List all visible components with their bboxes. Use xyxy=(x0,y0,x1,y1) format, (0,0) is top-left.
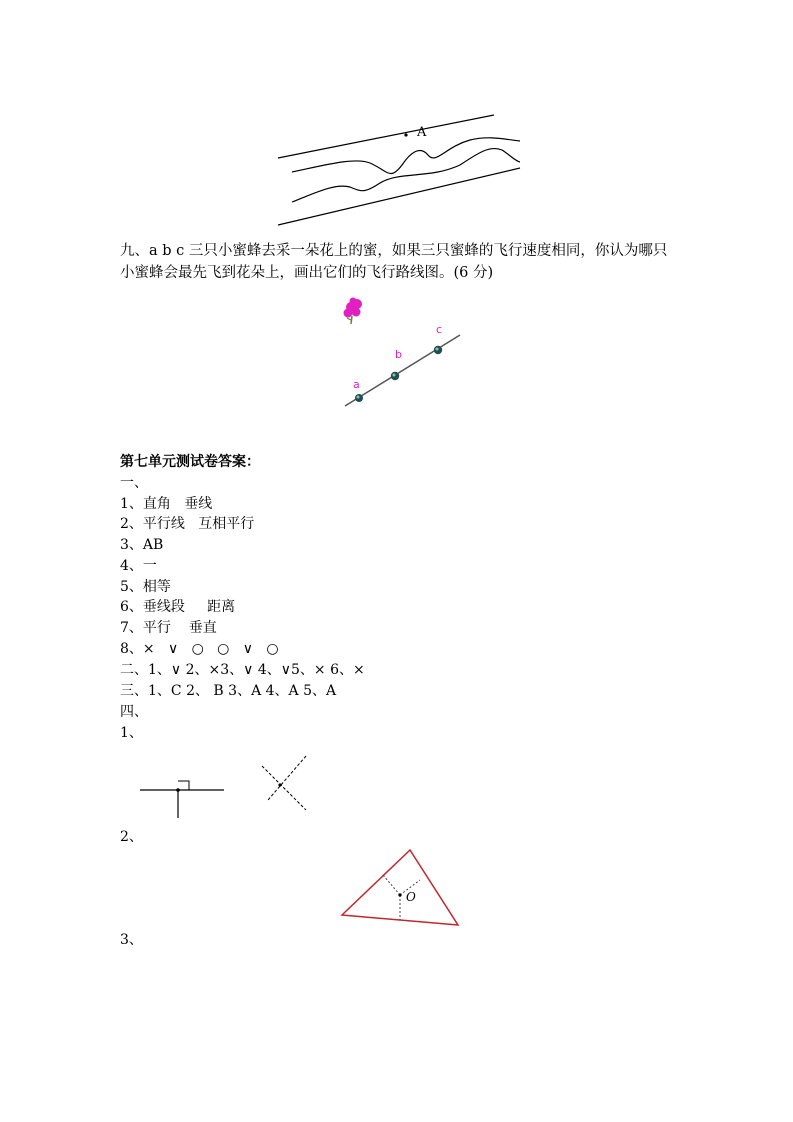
answer-item-3-label: 3、 xyxy=(120,932,143,948)
answers-heading: 第七单元测试卷答案： xyxy=(120,454,260,470)
answer-line: 6、垂线段 距离 xyxy=(120,599,236,615)
answer-line: 5、相等 xyxy=(120,579,171,595)
river-lower-curve xyxy=(292,148,520,202)
answer-line: 三、1、C 2、 B 3、A 4、A 5、A xyxy=(120,683,337,699)
bee-flower-figure xyxy=(335,290,470,415)
answer-line: 2、平行线 互相平行 xyxy=(120,516,255,532)
triangle-figure xyxy=(338,845,463,930)
answer-line: 3、AB xyxy=(120,537,164,553)
question-9-text: 九、a b c 三只小蜜蜂去采一朵花上的蜜，如果三只蜜蜂的飞行速度相同，你认为哪只小蜜蜂会最先飞到花朵上，画出它们的飞行路线图。(6 分) xyxy=(120,243,668,281)
bee-c-icon xyxy=(434,346,442,354)
answer-line: 四、 xyxy=(120,704,148,720)
bee-line xyxy=(345,335,460,406)
answer-line: 1、 xyxy=(120,725,143,741)
answer-line: 一、 xyxy=(120,475,148,491)
answer-line: 4、一 xyxy=(120,558,157,574)
dashed-cross-figure xyxy=(258,752,310,814)
triangle-outline xyxy=(342,850,458,925)
flower-icon xyxy=(344,298,363,325)
river-upper-curve xyxy=(292,138,520,174)
upper-bank-line xyxy=(278,115,494,158)
bee-label-b: b xyxy=(395,348,402,361)
answer-line: 1、直角 垂线 xyxy=(120,496,213,512)
bee-label-c: c xyxy=(436,323,443,336)
answer-line: 8、× ∨ ○ ○ ∨ ○ xyxy=(120,641,279,657)
perpendicular-figure xyxy=(138,770,228,820)
bee-b-icon xyxy=(391,372,399,380)
triangle-center-label: O xyxy=(406,890,416,904)
point-a-label: A xyxy=(417,125,427,140)
answer-line: 7、平行 垂直 xyxy=(120,620,217,636)
river-parallel-figure xyxy=(270,105,530,235)
answer-item-2-label: 2、 xyxy=(120,829,143,845)
answer-line: 二、1、∨ 2、×3、∨ 4、∨5、× 6、× xyxy=(120,662,365,678)
bee-a-icon xyxy=(355,394,363,402)
point-a-dot xyxy=(404,133,407,136)
bee-label-a: a xyxy=(353,378,360,391)
